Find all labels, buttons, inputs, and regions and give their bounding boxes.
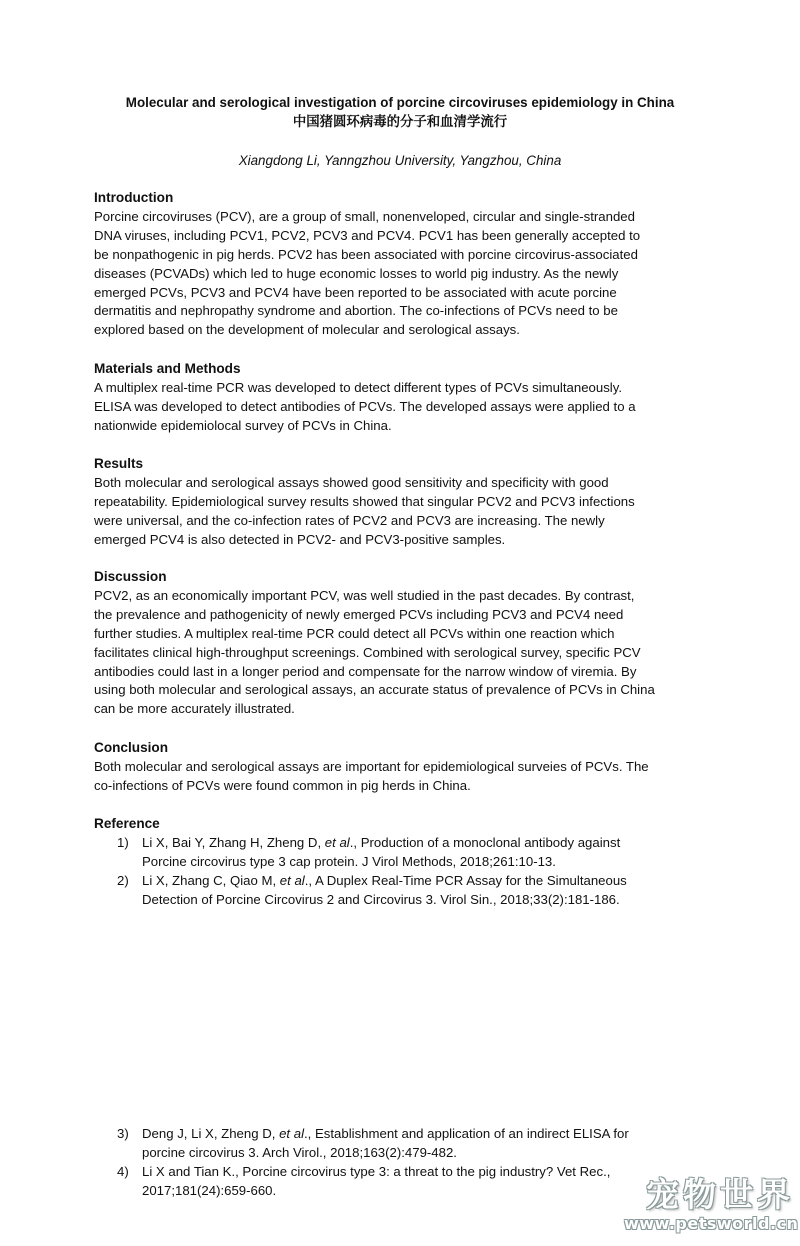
body-line: PCV2, as an economically important PCV, was well studied in the past decades. By contrast, — [94, 587, 635, 603]
section-conclusion — [94, 739, 714, 796]
section-body — [94, 587, 714, 719]
reference-line: Porcine circovirus type 3 cap protein. J Virol Methods, 2018;261:10-13. — [142, 853, 556, 869]
section-heading: Materials and Methods — [94, 361, 241, 376]
reference-line — [142, 872, 734, 891]
reference-item — [94, 834, 734, 872]
body-line: Both molecular and serological assays showed good sensitivity and specificity with good — [94, 474, 609, 490]
watermark-url: www.petsworld.cn — [624, 1214, 799, 1233]
body-line: were universal, and the co-infection rates of PCV2 and PCV3 are increasing. The newly — [94, 512, 605, 528]
reference-text: ., Establishment and application of an indirect ELISA for — [304, 1126, 629, 1141]
body-line: can be more accurately illustrated. — [94, 701, 295, 717]
reference-item — [94, 872, 734, 910]
section-materials-methods — [94, 360, 714, 436]
body-line: the prevalence and pathogenicity of newly emerged PCVs including PCV3 and PCV4 need — [94, 606, 624, 622]
body-line: emerged PCVs, PCV3 and PCV4 have been reported to be associated with acute porcine — [94, 284, 617, 300]
reference-item — [94, 1125, 734, 1163]
body-line: Porcine circoviruses (PCV), are a group of small, nonenveloped, circular and single-stranded — [94, 208, 635, 224]
reference-number: 1) — [117, 834, 129, 850]
body-line: be nonpathogenic in pig herds. PCV2 has been associated with porcine circovirus-associated — [94, 246, 638, 262]
section-body — [94, 379, 714, 436]
body-line: emerged PCV4 is also detected in PCV2- and PCV3-positive samples. — [94, 531, 506, 547]
paper-title-chinese: 中国猪圆环病毒的分子和血清学流行 — [292, 114, 508, 129]
reference-line: Li X and Tian K., Porcine circovirus type 3: a threat to the pig industry? Vet Rec., — [142, 1163, 611, 1179]
reference-et-al: et al — [279, 872, 305, 888]
body-line: Both molecular and serological assays are important for epidemiological surveies of PCVs. The — [94, 758, 649, 774]
section-heading: Results — [94, 456, 144, 471]
body-line: nationwide epidemiolocal survey of PCVs in China. — [94, 417, 392, 433]
body-line: A multiplex real-time PCR was developed to detect different types of PCVs simultaneously. — [94, 379, 622, 395]
reference-authors: Li X, Bai Y, Zhang H, Zheng D, — [142, 834, 325, 850]
body-line: repeatability. Epidemiological survey results showed that singular PCV2 and PCV3 infections — [94, 493, 635, 509]
site-watermark — [624, 1175, 799, 1238]
paper-title: Molecular and serological investigation of porcine circoviruses epidemiology in China — [125, 95, 675, 110]
reference-et-al: et al — [324, 834, 350, 850]
section-heading: Conclusion — [94, 740, 169, 755]
reference-line — [142, 1125, 734, 1144]
body-line: further studies. A multiplex real-time PCR could detect all PCVs within one reaction which — [94, 625, 615, 641]
reference-line: Detection of Porcine Circovirus 2 and Circovirus 3. Virol Sin., 2018;33(2):181-186. — [142, 891, 620, 907]
body-line: facilitates clinical high-throughput screenings. Combined with serological survey, specific PCV — [94, 644, 641, 660]
reference-number: 3) — [117, 1126, 129, 1141]
body-line: co-infections of PCVs were found common in pig herds in China. — [94, 777, 471, 793]
reference-line: porcine circovirus 3. Arch Virol., 2018;163(2):479-482. — [142, 1144, 457, 1160]
section-body — [94, 474, 714, 550]
reference-number: 2) — [117, 872, 129, 888]
section-results — [94, 455, 714, 550]
reference-text: ., Production of a monoclonal antibody against — [349, 834, 621, 850]
body-line: ELISA was developed to detect antibodies of PCVs. The developed assays were applied to a — [94, 398, 636, 414]
reference-line — [142, 834, 734, 853]
reference-text: ., A Duplex Real-Time PCR Assay for the Simultaneous — [304, 872, 627, 888]
reference-line: 2017;181(24):659-660. — [142, 1182, 277, 1198]
section-body — [94, 758, 714, 796]
body-line: explored based on the development of molecular and serological assays. — [94, 322, 520, 338]
body-line: DNA viruses, including PCV1, PCV2, PCV3 and PCV4. PCV1 has been generally accepted to — [94, 227, 641, 243]
reference-authors: Deng J, Li X, Zheng D, — [142, 1126, 280, 1141]
body-line: diseases (PCVADs) which led to huge economic losses to world pig industry. As the newly — [94, 265, 619, 281]
section-discussion — [94, 568, 714, 719]
reference-authors: Li X, Zhang C, Qiao M, — [142, 872, 280, 888]
section-heading: Discussion — [94, 569, 167, 584]
body-line: using both molecular and serological assays, an accurate status of prevalence of PCVs in China — [94, 682, 655, 698]
body-line: antibodies could last in a longer period and compensate for the narrow window of viremia. By — [94, 663, 637, 679]
watermark-logo-text: 宠物世界 — [646, 1175, 794, 1214]
section-heading: Reference — [94, 816, 160, 831]
author-affiliation: Xiangdong Li, Yanngzhou University, Yangzhou, China — [238, 153, 562, 168]
section-introduction — [94, 189, 714, 340]
body-line: dermatitis and nephropathy syndrome and abortion. The co-infections of PCVs need to be — [94, 303, 618, 319]
section-reference — [94, 815, 734, 910]
reference-et-al: et al — [279, 1126, 305, 1141]
reference-number: 4) — [117, 1163, 129, 1179]
section-body — [94, 208, 714, 340]
section-heading: Introduction — [94, 190, 174, 205]
